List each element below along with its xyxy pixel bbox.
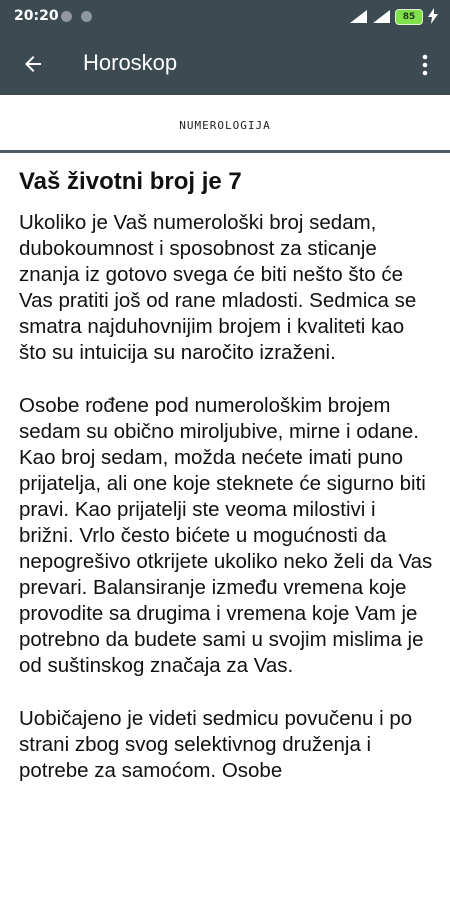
notification-dot-icon	[81, 11, 92, 22]
notification-dot-icon	[61, 11, 72, 22]
app-bar	[0, 33, 450, 95]
article-heading: Vaš životni broj je 7	[19, 168, 242, 195]
tab-bar	[0, 95, 450, 153]
more-vertical-icon[interactable]	[420, 53, 430, 77]
article-content	[19, 160, 434, 811]
tab-numerologija[interactable]: NUMEROLOGIJA	[179, 119, 271, 132]
article-paragraph: Ukoliko je Vaš numerološki broj sedam, dubokoumnost i sposobnost za sticanje znanja iz gotovo svega će biti nešto što će Vas pratiti još od rane mladosti. Sedmica se smatra najduhovnijim brojem i kvaliteti kao što su intuicija su naročito izraženi.	[19, 211, 417, 364]
app-title: Horoskop	[83, 50, 178, 75]
signal-icon	[350, 10, 367, 23]
status-time: 20:20	[14, 8, 59, 24]
battery-icon: 85	[395, 9, 423, 25]
tab-indicator	[0, 150, 450, 153]
article-paragraph: Uobičajeno je videti sedmicu povučenu i po strani zbog svog selektivnog druženja i potrebe za samoćom. Osobe	[19, 707, 413, 782]
article-paragraph: Osobe rođene pod numerološkim brojem sedam su obično miroljubive, mirne i odane. Kao broj sedam, možda nećete imati puno prijatelja, ali one koje steknete će sigurno biti pravi. Kao prijatelji ste veoma milostivi i brižni. Vrlo često bićete u mogućnosti da nepogrešivo otkrijete ukoliko neko želi da Vas prevari. Balansiranje između vremena koje provodite sa drugima i vremena koje Vam je potrebno da budete sami u svojim mislima je od suštinskog značaja za Vas.	[19, 394, 433, 677]
signal-icon	[373, 10, 390, 23]
status-bar	[0, 0, 450, 33]
charging-bolt-icon	[428, 8, 438, 24]
arrow-back-icon[interactable]	[21, 52, 45, 76]
